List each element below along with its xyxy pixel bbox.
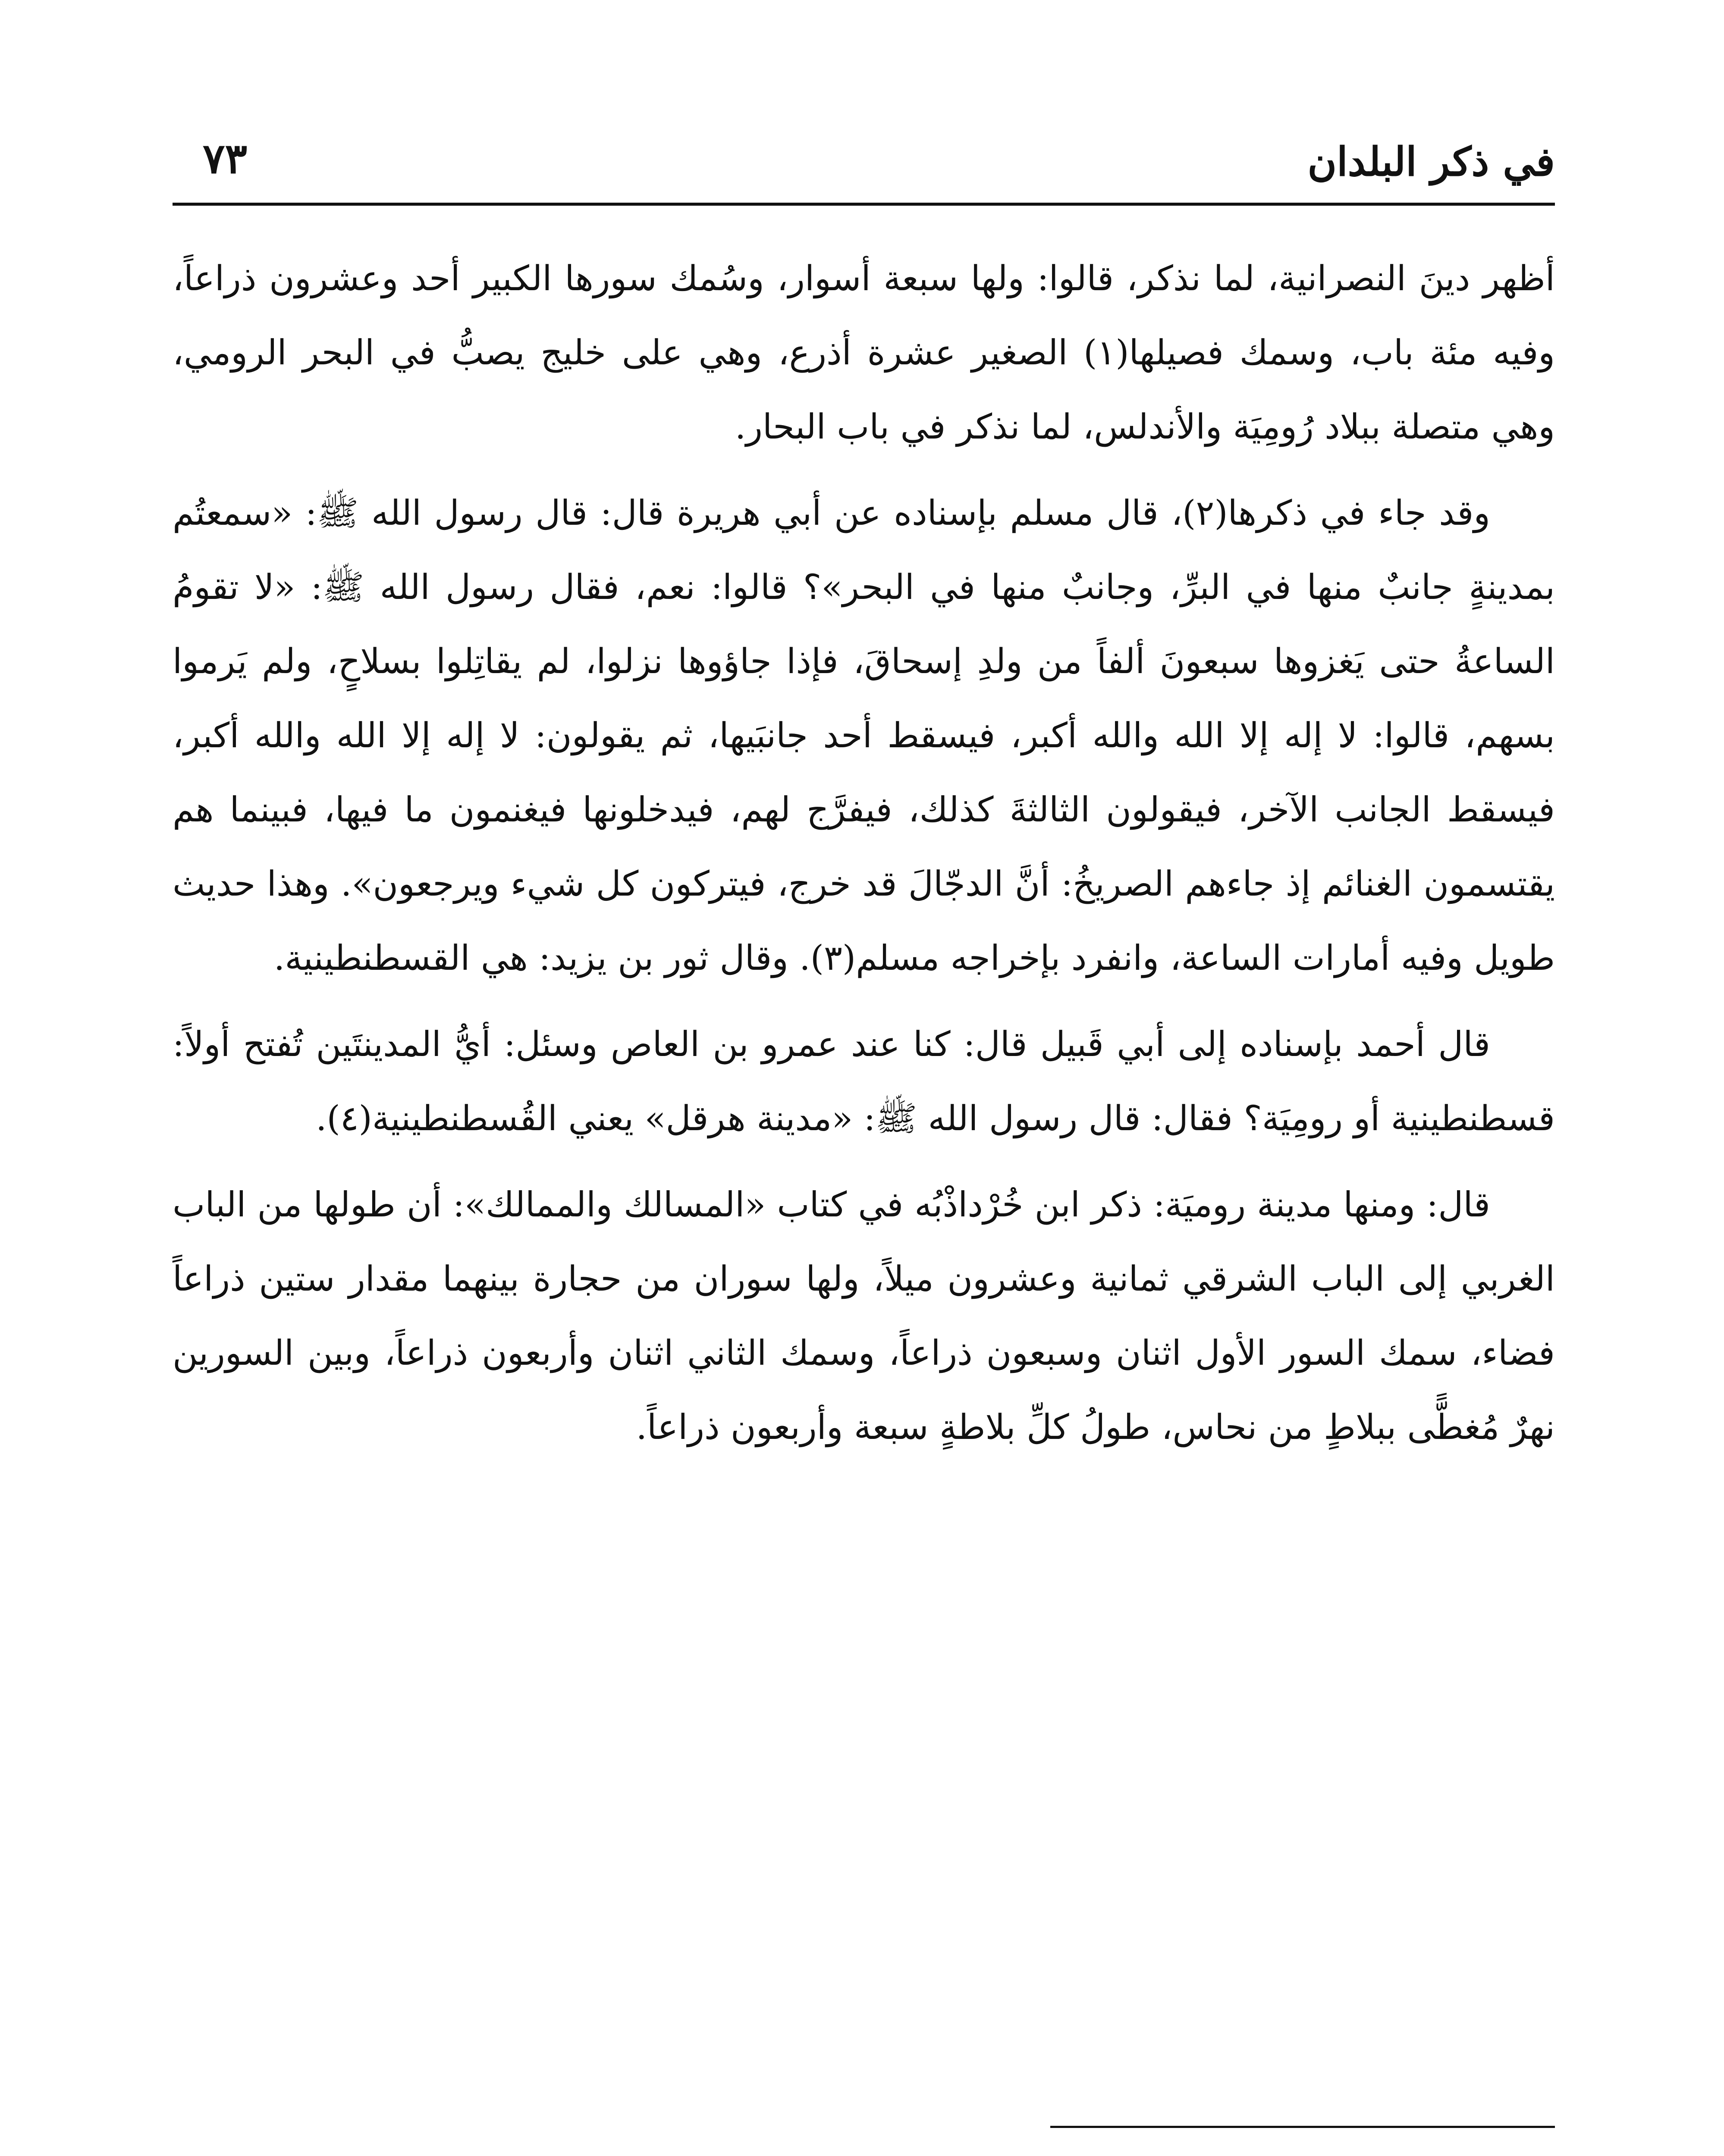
header-rule — [173, 203, 1555, 206]
paragraph-1: أظهر دينَ النصرانية، لما نذكر، قالوا: ولها سبعة أسوار، وسُمك سورها الكبير أحد وعشرون ذراعاً، وفيه مئة باب، وسمك فصيلها(١) الصغير عشرة أذرع، وهي على خليج يصبُّ في البحر الرومي، وهي متصلة ببلاد رُومِيَة والأندلس، لما نذكر في باب البحار. — [173, 258, 1555, 447]
paragraph-4: قال: ومنها مدينة روميَة: ذكر ابن خُرْداذْبُه في كتاب «المسالك والممالك»: أن طولها من الباب الغربي إلى الباب الشرقي ثمانية وعشرون ميلاً، ولها سوران من حجارة بينهما مقدار ستين ذراعاً فضاء، سمك السور الأول اثنان وسبعون ذراعاً، وسمك الثاني اثنان وأربعون ذراعاً، وبين السورين نهرٌ مُغطًّى ببلاطٍ من نحاس، طولُ كلِّ بلاطةٍ سبعة وأربعون ذراعاً. — [173, 1185, 1555, 1447]
footnotes — [173, 2152, 1555, 2156]
paragraph-2: وقد جاء في ذكرها(٢)، قال مسلم بإسناده عن أبي هريرة قال: قال رسول الله ﷺ: «سمعتُم بمدينةٍ جانبٌ منها في البرِّ، وجانبٌ منها في البحر»؟ قالوا: نعم، فقال رسول الله ﷺ: «لا تقومُ الساعةُ حتى يَغزوها سبعونَ ألفاً من ولدِ إسحاقَ، فإذا جاؤوها نزلوا، لم يقاتِلوا بسلاحٍ، ولم يَرموا بسهم، قالوا: لا إله إلا الله والله أكبر، فيسقط أحد جانبَيها، ثم يقولون: لا إله إلا الله والله أكبر، فيسقط الجانب الآخر، فيقولون الثالثةَ كذلك، فيفرَّج لهم، فيدخلونها فيغنمون ما فيها، فبينما هم يقتسمون الغنائم إذ جاءهم الصريخُ: أنَّ الدجّالَ قد خرج، فيتركون كل شيء ويرجعون». وهذا حديث طويل وفيه أمارات الساعة، وانفرد بإخراجه مسلم(٣). وقال ثور بن يزيد: هي القسطنطينية. — [173, 493, 1555, 978]
page-number: ٧٣ — [203, 134, 248, 183]
footnote-1 — [173, 2152, 1555, 2156]
chapter-title: في ذكر البلدان — [1307, 138, 1555, 185]
footnote-separator — [1050, 2126, 1555, 2128]
main-text — [173, 241, 1555, 1476]
paragraph-3: قال أحمد بإسناده إلى أبي قَبيل قال: كنا عند عمرو بن العاص وسئل: أيُّ المدينتَين تُفتح أولاً: قسطنطينية أو رومِيَة؟ فقال: قال رسول الله ﷺ: «مدينة هرقل» يعني القُسطنطينية(٤). — [173, 1024, 1555, 1138]
page-header — [173, 129, 1555, 203]
